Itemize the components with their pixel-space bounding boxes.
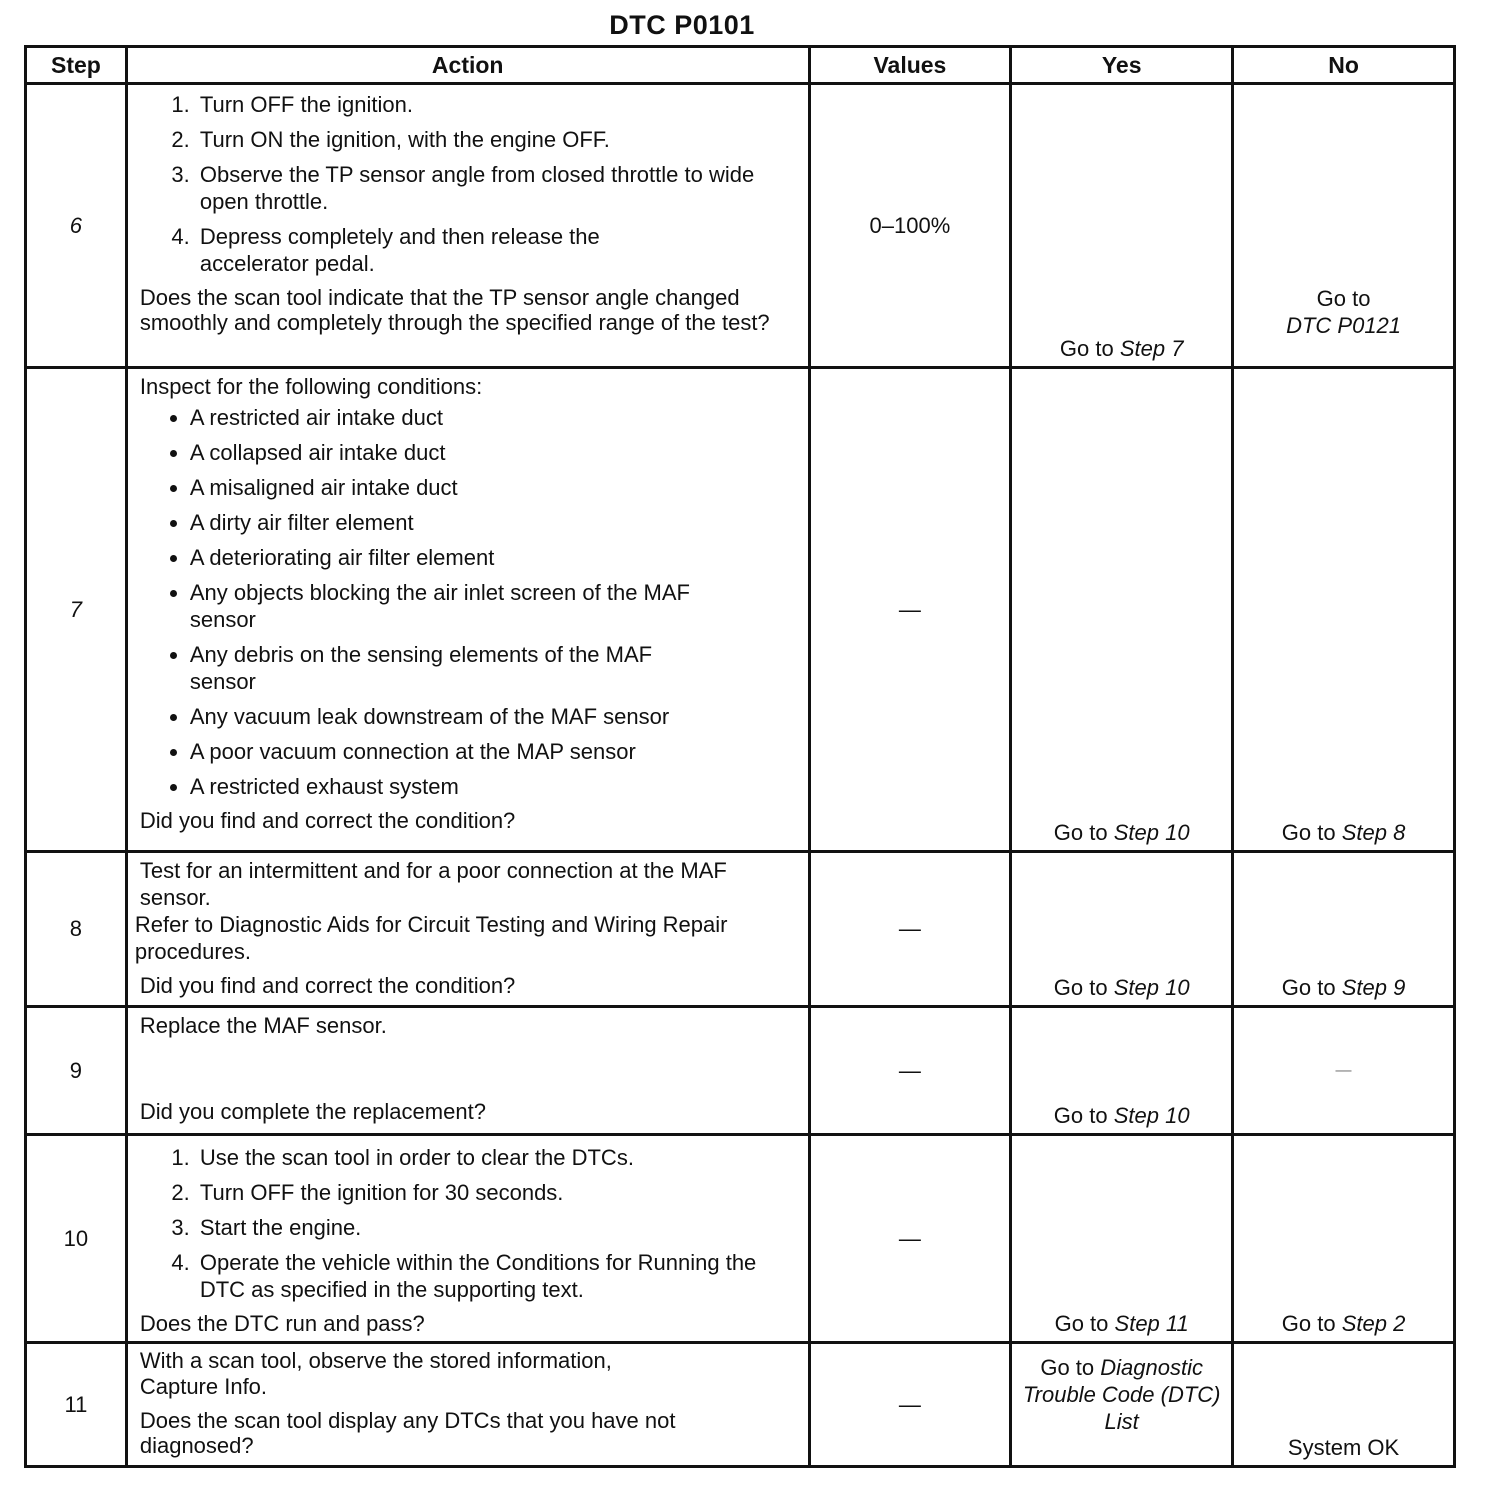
no-prefix: Go to bbox=[1281, 975, 1336, 1000]
list-item: 1. Turn OFF the ignition. bbox=[196, 91, 800, 118]
no-cell: System OK bbox=[1233, 1343, 1455, 1467]
no-cell bbox=[1233, 84, 1455, 368]
values-cell: — bbox=[809, 1343, 1011, 1467]
table-row bbox=[26, 84, 1455, 368]
action-reference: Refer to Diagnostic Aids for Circuit Testing and Wiring Repair procedures. bbox=[134, 912, 728, 964]
list-item: • A deteriorating air filter element bbox=[190, 544, 800, 571]
action-text: With a scan tool, observe the stored information, Capture Info. bbox=[139, 1348, 612, 1399]
header-step: Step bbox=[26, 47, 127, 84]
no-link[interactable]: Step 8 bbox=[1341, 820, 1406, 845]
yes-link[interactable]: Diagnostic Trouble Code (DTC) List bbox=[1022, 1355, 1221, 1434]
header-action: Action bbox=[126, 47, 809, 84]
table-row bbox=[26, 852, 1455, 1007]
values-cell: 0–100% bbox=[809, 84, 1011, 368]
diagnostic-table bbox=[24, 45, 1456, 1468]
step-number: 8 bbox=[26, 852, 127, 1007]
yes-link[interactable]: Step 10 bbox=[1113, 975, 1190, 1000]
yes-link[interactable]: Step 10 bbox=[1113, 820, 1190, 845]
list-item: • Any objects blocking the air inlet screen of the MAF sensor bbox=[190, 579, 750, 633]
yes-prefix: Go to bbox=[1040, 1355, 1095, 1380]
yes-link[interactable]: Step 7 bbox=[1119, 336, 1184, 361]
yes-prefix: Go to bbox=[1054, 1311, 1109, 1336]
no-prefix: Go to bbox=[1281, 1311, 1336, 1336]
list-item: • Any debris on the sensing elements of the MAF sensor bbox=[190, 641, 720, 695]
list-item: • A collapsed air intake duct bbox=[190, 439, 800, 466]
yes-link[interactable]: Step 11 bbox=[1114, 1311, 1189, 1336]
step-number: 10 bbox=[26, 1135, 127, 1343]
list-item: • A dirty air filter element bbox=[190, 509, 800, 536]
values-cell: — bbox=[809, 1135, 1011, 1343]
header-row bbox=[26, 47, 1455, 84]
action-steps bbox=[140, 1144, 800, 1303]
step-number: 7 bbox=[26, 368, 127, 852]
yes-cell bbox=[1011, 84, 1233, 368]
list-item: • Any vacuum leak downstream of the MAF sensor bbox=[190, 703, 800, 730]
table-row bbox=[26, 1343, 1455, 1467]
no-link[interactable]: DTC P0121 bbox=[1286, 313, 1402, 338]
header-yes: Yes bbox=[1011, 47, 1233, 84]
table-row bbox=[26, 368, 1455, 852]
no-link[interactable]: Step 2 bbox=[1341, 1311, 1406, 1336]
yes-cell bbox=[1011, 368, 1233, 852]
yes-prefix: Go to bbox=[1053, 1103, 1108, 1128]
values-cell: — bbox=[809, 852, 1011, 1007]
header-values: Values bbox=[809, 47, 1011, 84]
condition-list bbox=[140, 404, 800, 800]
action-steps bbox=[140, 91, 800, 277]
action-cell bbox=[126, 1007, 809, 1135]
list-item: • A restricted exhaust system bbox=[190, 773, 800, 800]
action-question: Did you find and correct the condition? bbox=[139, 808, 516, 833]
yes-prefix: Go to bbox=[1053, 975, 1108, 1000]
list-item: 4. Depress completely and then release the accelerator pedal. bbox=[196, 223, 670, 277]
list-item: • A restricted air intake duct bbox=[190, 404, 800, 431]
yes-link[interactable]: Step 10 bbox=[1113, 1103, 1190, 1128]
list-item: 3. Observe the TP sensor angle from closed throttle to wide open throttle. bbox=[196, 161, 800, 215]
table-row bbox=[26, 1007, 1455, 1135]
no-prefix: Go to bbox=[1316, 286, 1371, 311]
table-row bbox=[26, 1135, 1455, 1343]
step-number: 6 bbox=[26, 84, 127, 368]
action-cell bbox=[126, 1135, 809, 1343]
yes-cell bbox=[1011, 852, 1233, 1007]
list-item: 3. Start the engine. bbox=[196, 1214, 800, 1241]
yes-prefix: Go to bbox=[1059, 336, 1114, 361]
page-title: DTC P0101 bbox=[609, 10, 755, 40]
no-cell: — bbox=[1233, 1007, 1455, 1135]
no-cell bbox=[1233, 1135, 1455, 1343]
yes-prefix: Go to bbox=[1053, 820, 1108, 845]
step-number: 11 bbox=[26, 1343, 127, 1467]
action-question: Does the scan tool indicate that the TP sensor angle changed smoothly and completely through the specified range of the test? bbox=[139, 285, 770, 335]
action-intro: Inspect for the following conditions: bbox=[139, 374, 483, 399]
list-item: 2. Turn OFF the ignition for 30 seconds. bbox=[196, 1179, 800, 1206]
action-question: Did you complete the replacement? bbox=[139, 1099, 486, 1124]
action-cell bbox=[126, 1343, 809, 1467]
header-no: No bbox=[1233, 47, 1455, 84]
yes-cell bbox=[1011, 1007, 1233, 1135]
yes-cell bbox=[1011, 1135, 1233, 1343]
action-question: Does the DTC run and pass? bbox=[139, 1311, 425, 1336]
no-link[interactable]: Step 9 bbox=[1341, 975, 1406, 1000]
list-item: 1. Use the scan tool in order to clear the DTCs. bbox=[196, 1144, 800, 1171]
action-question: Does the scan tool display any DTCs that you have not diagnosed? bbox=[139, 1408, 676, 1458]
list-item: 4. Operate the vehicle within the Conditions for Running the DTC as specified in the supporting text. bbox=[196, 1249, 800, 1303]
values-cell: — bbox=[809, 368, 1011, 852]
action-text: Test for an intermittent and for a poor connection at the MAF sensor. bbox=[139, 858, 727, 910]
action-cell bbox=[126, 84, 809, 368]
no-cell bbox=[1233, 852, 1455, 1007]
list-item: 2. Turn ON the ignition, with the engine OFF. bbox=[196, 126, 800, 153]
action-cell bbox=[126, 368, 809, 852]
list-item: • A misaligned air intake duct bbox=[190, 474, 800, 501]
action-question: Did you find and correct the condition? bbox=[139, 973, 516, 998]
no-prefix: Go to bbox=[1281, 820, 1336, 845]
action-cell bbox=[126, 852, 809, 1007]
yes-cell bbox=[1011, 1343, 1233, 1467]
step-number: 9 bbox=[26, 1007, 127, 1135]
values-cell: — bbox=[809, 1007, 1011, 1135]
list-item: • A poor vacuum connection at the MAP sensor bbox=[190, 738, 800, 765]
action-text: Replace the MAF sensor. bbox=[139, 1013, 387, 1038]
no-cell bbox=[1233, 368, 1455, 852]
